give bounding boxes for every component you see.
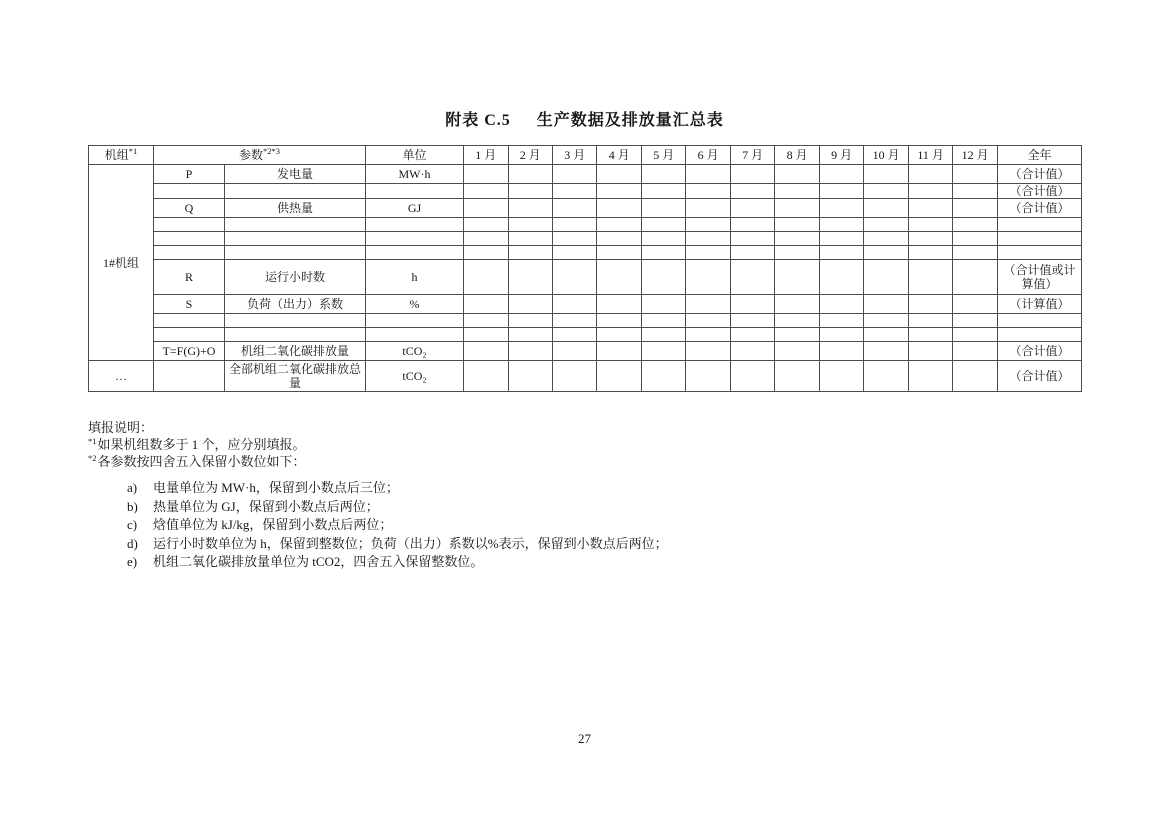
header-month-6: 6 月	[686, 146, 730, 165]
footnote-1	[88, 436, 1048, 453]
table-row	[89, 361, 1082, 392]
month-value-cell	[597, 246, 641, 260]
note-item-label: c)	[127, 517, 138, 532]
month-value-cell	[775, 328, 819, 342]
month-value-cell	[508, 232, 552, 246]
note-item-label: e)	[127, 554, 138, 569]
measure-unit-cell: h	[366, 260, 464, 295]
parameter-symbol-cell: R	[154, 260, 225, 295]
month-value-cell	[641, 246, 685, 260]
header-month-1: 1 月	[464, 146, 508, 165]
header-month-4: 4 月	[597, 146, 641, 165]
table-row	[89, 165, 1082, 184]
measure-unit-cell: tCO₂	[366, 342, 464, 361]
month-value-cell	[508, 314, 552, 328]
table-row	[89, 218, 1082, 232]
month-value-cell	[641, 232, 685, 246]
month-value-cell	[775, 218, 819, 232]
header-month-7: 7 月	[730, 146, 774, 165]
parameter-symbol-cell	[154, 246, 225, 260]
annual-value-cell: （计算值）	[998, 295, 1082, 314]
parameter-name-cell: 负荷（出力）系数	[225, 295, 366, 314]
month-value-cell	[819, 342, 863, 361]
month-value-cell	[641, 260, 685, 295]
month-value-cell	[508, 218, 552, 232]
note-item-text: 电量单位为 MW·h，保留到小数点后三位；	[153, 480, 399, 495]
month-value-cell	[864, 328, 908, 342]
table-header-row	[89, 146, 1082, 165]
annual-value-cell	[998, 314, 1082, 328]
annual-value-cell: （合计值）	[998, 165, 1082, 184]
parameter-symbol-cell: P	[154, 165, 225, 184]
header-unit-group	[89, 146, 154, 165]
table-row	[89, 246, 1082, 260]
footnote-marker: *2*3	[263, 145, 281, 156]
annual-value-cell	[998, 246, 1082, 260]
month-value-cell	[597, 295, 641, 314]
header-unit-group-label: 机组	[104, 147, 129, 162]
month-value-cell	[641, 314, 685, 328]
measure-unit-cell: MW·h	[366, 165, 464, 184]
note-item-label: d)	[127, 535, 138, 551]
month-value-cell	[464, 342, 508, 361]
month-value-cell	[552, 260, 596, 295]
parameter-name-cell: 全部机组二氧化碳排放总量	[225, 361, 366, 392]
parameter-name-cell	[225, 328, 366, 342]
measure-unit-cell: %	[366, 295, 464, 314]
annual-value-cell	[998, 328, 1082, 342]
parameter-symbol-cell	[154, 218, 225, 232]
month-value-cell	[730, 232, 774, 246]
table-row	[89, 260, 1082, 295]
header-month-8: 8 月	[775, 146, 819, 165]
header-month-2: 2 月	[508, 146, 552, 165]
month-value-cell	[819, 165, 863, 184]
month-value-cell	[730, 218, 774, 232]
month-value-cell	[686, 232, 730, 246]
month-value-cell	[864, 260, 908, 295]
month-value-cell	[597, 328, 641, 342]
month-value-cell	[552, 218, 596, 232]
parameter-symbol-cell: Q	[154, 199, 225, 218]
month-value-cell	[686, 165, 730, 184]
month-value-cell	[819, 232, 863, 246]
annual-value-cell	[998, 218, 1082, 232]
month-value-cell	[464, 218, 508, 232]
month-value-cell	[597, 199, 641, 218]
month-value-cell	[864, 199, 908, 218]
table-title-text: 生产数据及排放量汇总表	[536, 112, 724, 129]
annual-value-cell: （合计值或计算值）	[998, 260, 1082, 295]
month-value-cell	[953, 342, 998, 361]
month-value-cell	[775, 232, 819, 246]
month-value-cell	[641, 218, 685, 232]
month-value-cell	[775, 165, 819, 184]
month-value-cell	[730, 199, 774, 218]
parameter-symbol-cell: T=F(G)+O	[154, 342, 225, 361]
month-value-cell	[597, 314, 641, 328]
month-value-cell	[953, 218, 998, 232]
month-value-cell	[552, 232, 596, 246]
footnote-2	[88, 453, 1048, 470]
month-value-cell	[508, 184, 552, 199]
note-item-label: a)	[127, 480, 138, 495]
parameter-name-cell	[225, 314, 366, 328]
month-value-cell	[508, 199, 552, 218]
month-value-cell	[641, 342, 685, 361]
month-value-cell	[819, 314, 863, 328]
month-value-cell	[686, 199, 730, 218]
month-value-cell	[686, 342, 730, 361]
month-value-cell	[508, 260, 552, 295]
parameter-name-cell	[225, 246, 366, 260]
note-item-label: b)	[127, 498, 138, 514]
month-value-cell	[730, 246, 774, 260]
measure-unit-cell: tCO₂	[366, 361, 464, 392]
month-value-cell	[819, 295, 863, 314]
month-value-cell	[686, 260, 730, 295]
month-value-cell	[864, 295, 908, 314]
header-month-9: 9 月	[819, 146, 863, 165]
month-value-cell	[641, 199, 685, 218]
parameter-name-cell	[225, 232, 366, 246]
measure-unit-cell	[366, 328, 464, 342]
month-value-cell	[908, 165, 952, 184]
measure-unit-cell	[366, 314, 464, 328]
month-value-cell	[552, 342, 596, 361]
month-value-cell	[597, 232, 641, 246]
table-row	[89, 342, 1082, 361]
month-value-cell	[464, 295, 508, 314]
month-value-cell	[908, 361, 952, 392]
month-value-cell	[552, 295, 596, 314]
month-value-cell	[508, 246, 552, 260]
month-value-cell	[464, 260, 508, 295]
header-parameter	[154, 146, 366, 165]
month-value-cell	[686, 184, 730, 199]
month-value-cell	[597, 361, 641, 392]
measure-unit-cell	[366, 246, 464, 260]
measure-unit-cell	[366, 232, 464, 246]
month-value-cell	[597, 260, 641, 295]
month-value-cell	[641, 361, 685, 392]
note-item-text: 热量单位为 GJ，保留到小数点后两位；	[153, 498, 379, 514]
month-value-cell	[908, 328, 952, 342]
month-value-cell	[819, 361, 863, 392]
month-value-cell	[508, 295, 552, 314]
month-value-cell	[953, 314, 998, 328]
month-value-cell	[775, 246, 819, 260]
month-value-cell	[908, 246, 952, 260]
production-emissions-summary-table	[88, 145, 1082, 392]
month-value-cell	[641, 295, 685, 314]
annual-value-cell	[998, 232, 1082, 246]
month-value-cell	[508, 361, 552, 392]
month-value-cell	[819, 184, 863, 199]
footnote-2-text: 各参数按四舍五入保留小数位如下：	[97, 454, 306, 469]
month-value-cell	[819, 199, 863, 218]
month-value-cell	[552, 184, 596, 199]
month-value-cell	[464, 246, 508, 260]
footnote-marker: *2	[88, 452, 97, 463]
month-value-cell	[819, 218, 863, 232]
month-value-cell	[730, 260, 774, 295]
month-value-cell	[908, 218, 952, 232]
month-value-cell	[730, 361, 774, 392]
month-value-cell	[464, 361, 508, 392]
month-value-cell	[464, 184, 508, 199]
table-row	[89, 314, 1082, 328]
table-row	[89, 232, 1082, 246]
notes-heading: 填报说明：	[88, 420, 154, 435]
parameter-symbol-cell	[154, 314, 225, 328]
month-value-cell	[819, 328, 863, 342]
month-value-cell	[775, 260, 819, 295]
month-value-cell	[552, 246, 596, 260]
month-value-cell	[730, 295, 774, 314]
header-month-10: 10 月	[864, 146, 908, 165]
month-value-cell	[641, 184, 685, 199]
parameter-name-cell	[225, 184, 366, 199]
footnote-marker: *1	[128, 145, 138, 156]
footnote-marker: *1	[88, 435, 97, 446]
parameter-name-cell: 供热量	[225, 199, 366, 218]
month-value-cell	[953, 184, 998, 199]
month-value-cell	[953, 328, 998, 342]
month-value-cell	[775, 342, 819, 361]
month-value-cell	[730, 314, 774, 328]
note-item-text: 机组二氧化碳排放量单位为 tCO2，四舍五入保留整数位。	[153, 554, 484, 569]
page-number: 27	[578, 731, 591, 746]
note-item-d	[88, 535, 1048, 554]
table-row	[89, 328, 1082, 342]
table-number: 附表 C.5	[445, 112, 511, 129]
month-value-cell	[552, 314, 596, 328]
month-value-cell	[864, 342, 908, 361]
table-row	[89, 199, 1082, 218]
month-value-cell	[641, 328, 685, 342]
month-value-cell	[953, 295, 998, 314]
month-value-cell	[686, 328, 730, 342]
month-value-cell	[552, 165, 596, 184]
month-value-cell	[464, 165, 508, 184]
month-value-cell	[953, 199, 998, 218]
page-title	[0, 107, 1169, 130]
month-value-cell	[686, 361, 730, 392]
measure-unit-cell: GJ	[366, 199, 464, 218]
month-value-cell	[953, 246, 998, 260]
month-value-cell	[864, 165, 908, 184]
unit-group-cell: 1#机组	[89, 165, 154, 361]
month-value-cell	[864, 361, 908, 392]
parameter-name-cell: 运行小时数	[225, 260, 366, 295]
parameter-symbol-cell	[154, 361, 225, 392]
month-value-cell	[864, 232, 908, 246]
notes-section	[88, 419, 1048, 572]
month-value-cell	[908, 342, 952, 361]
month-value-cell	[552, 199, 596, 218]
month-value-cell	[508, 328, 552, 342]
note-item-a	[88, 479, 1048, 498]
parameter-symbol-cell	[154, 232, 225, 246]
parameter-name-cell	[225, 218, 366, 232]
header-parameter-label: 参数	[239, 147, 264, 162]
month-value-cell	[686, 314, 730, 328]
parameter-symbol-cell: S	[154, 295, 225, 314]
month-value-cell	[597, 165, 641, 184]
month-value-cell	[908, 314, 952, 328]
measure-unit-cell	[366, 218, 464, 232]
parameter-name-cell: 机组二氧化碳排放量	[225, 342, 366, 361]
header-unit: 单位	[366, 146, 464, 165]
month-value-cell	[597, 218, 641, 232]
parameter-symbol-cell	[154, 184, 225, 199]
footnote-1-text: 如果机组数多于 1 个，应分别填报。	[97, 437, 306, 452]
note-item-text: 运行小时数单位为 h，保留到整数位；负荷（出力）系数以%表示，保留到小数点后两位；	[153, 535, 668, 551]
month-value-cell	[686, 246, 730, 260]
month-value-cell	[730, 165, 774, 184]
month-value-cell	[552, 361, 596, 392]
month-value-cell	[464, 199, 508, 218]
month-value-cell	[819, 260, 863, 295]
unit-group-cell: …	[89, 361, 154, 392]
month-value-cell	[552, 328, 596, 342]
annual-value-cell: （合计值）	[998, 361, 1082, 392]
month-value-cell	[953, 260, 998, 295]
annual-value-cell: （合计值）	[998, 342, 1082, 361]
month-value-cell	[864, 218, 908, 232]
note-item-b	[88, 498, 1048, 517]
header-month-5: 5 月	[641, 146, 685, 165]
parameter-name-cell: 发电量	[225, 165, 366, 184]
month-value-cell	[686, 295, 730, 314]
month-value-cell	[464, 328, 508, 342]
month-value-cell	[464, 232, 508, 246]
month-value-cell	[953, 232, 998, 246]
month-value-cell	[953, 165, 998, 184]
month-value-cell	[775, 184, 819, 199]
annual-value-cell: （合计值）	[998, 184, 1082, 199]
month-value-cell	[908, 184, 952, 199]
month-value-cell	[864, 246, 908, 260]
note-item-text: 焓值单位为 kJ/kg，保留到小数点后两位；	[153, 517, 393, 532]
month-value-cell	[597, 342, 641, 361]
month-value-cell	[864, 184, 908, 199]
month-value-cell	[908, 232, 952, 246]
month-value-cell	[730, 184, 774, 199]
month-value-cell	[908, 295, 952, 314]
table-body	[89, 165, 1082, 392]
header-month-11: 11 月	[908, 146, 952, 165]
month-value-cell	[641, 165, 685, 184]
month-value-cell	[953, 361, 998, 392]
table-row	[89, 295, 1082, 314]
note-item-e	[88, 553, 1048, 572]
header-month-12: 12 月	[953, 146, 998, 165]
month-value-cell	[775, 314, 819, 328]
month-value-cell	[908, 199, 952, 218]
header-month-3: 3 月	[552, 146, 596, 165]
month-value-cell	[730, 328, 774, 342]
table-row	[89, 184, 1082, 199]
month-value-cell	[819, 246, 863, 260]
header-annual: 全年	[998, 146, 1082, 165]
month-value-cell	[508, 342, 552, 361]
measure-unit-cell	[366, 184, 464, 199]
month-value-cell	[775, 361, 819, 392]
month-value-cell	[775, 295, 819, 314]
month-value-cell	[864, 314, 908, 328]
month-value-cell	[908, 260, 952, 295]
month-value-cell	[730, 342, 774, 361]
annual-value-cell: （合计值）	[998, 199, 1082, 218]
note-item-c	[88, 516, 1048, 535]
month-value-cell	[597, 184, 641, 199]
month-value-cell	[508, 165, 552, 184]
month-value-cell	[464, 314, 508, 328]
month-value-cell	[686, 218, 730, 232]
notes-list	[88, 479, 1048, 572]
month-value-cell	[775, 199, 819, 218]
parameter-symbol-cell	[154, 328, 225, 342]
